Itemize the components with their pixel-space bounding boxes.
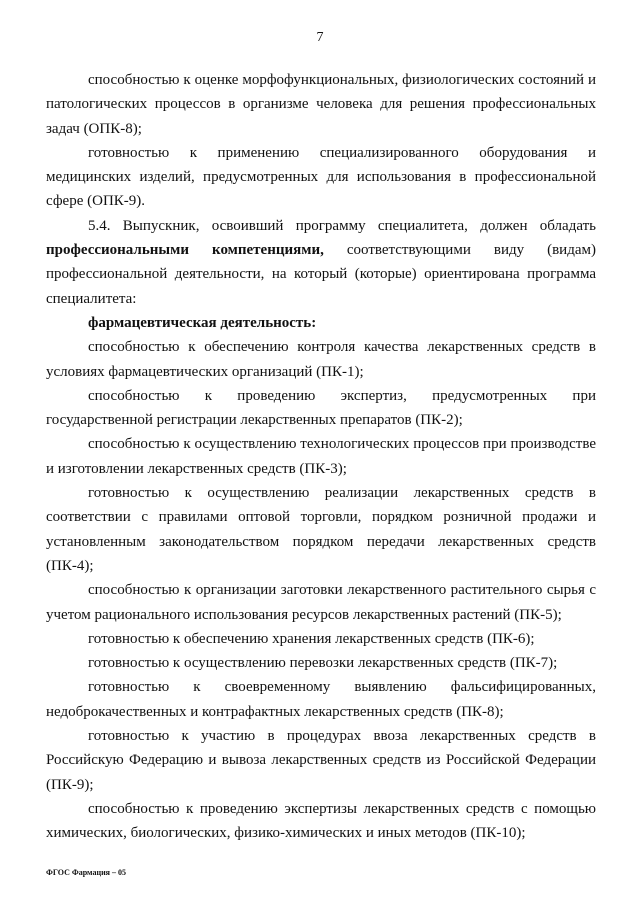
- professional-competencies-term: профессиональными компетенциями,: [46, 242, 324, 259]
- paragraph-pk-10: способностью к проведению экспертизы лекарственных средств с помощью химических, биологических, физико-химических и иных методов (ПК-10);: [46, 800, 596, 842]
- section-heading-pharmaceutical-activity: фармацевтическая деятельность:: [88, 314, 317, 331]
- paragraph-pk-8: готовностью к своевременному выявлению фальсифицированных, недоброкачественных и контрафактных лекарственных средств (ПК-8);: [46, 679, 596, 720]
- footer-document-code: ФГОС Фармация – 05: [46, 868, 126, 877]
- page-number: 7: [316, 30, 324, 45]
- paragraph-pk-1: способностью к обеспечению контроля качества лекарственных средств в условиях фармацевтических организаций (ПК-1);: [46, 339, 596, 380]
- paragraph-pk-7: готовностью к осуществлению перевозки лекарственных средств (ПК-7);: [88, 655, 558, 672]
- paragraph-opk-8: способностью к оценке морфофункциональных, физиологических состояний и патологических процессов в организме человека для решения профессиональных задач (ОПК-8);: [46, 72, 596, 137]
- paragraph-5-4-intro: 5.4. Выпускник, освоивший программу специалитета, должен обладать: [88, 217, 596, 234]
- paragraph-5-4: [46, 214, 596, 311]
- paragraph-pk-2: способностью к проведению экспертиз, предусмотренных при государственной регистрации лекарственных препаратов (ПК-2);: [46, 387, 596, 429]
- document-body: [46, 68, 596, 846]
- paragraph-pk-9: готовностью к участию в процедурах ввоза лекарственных средств в Российскую Федерацию и вывоза лекарственных средств из Российской Федерации (ПК-9);: [46, 728, 596, 793]
- paragraph-opk-9: готовностью к применению специализированного оборудования и медицинских изделий, предусмотренных для использования в профессиональной сфере (ОПК-9).: [46, 144, 596, 210]
- paragraph-pk-4: готовностью к осуществлению реализации лекарственных средств в соответствии с правилами оптовой торговли, порядком розничной продажи и установленным законодательством порядком передачи лекарственных средств (ПК-4);: [46, 485, 596, 574]
- paragraph-pk-5: способностью к организации заготовки лекарственного растительного сырья с учетом рационального использования ресурсов лекарственных растений (ПК-5);: [46, 582, 596, 623]
- paragraph-pk-3: способностью к осуществлению технологических процессов при производстве и изготовлении лекарственных средств (ПК-3);: [46, 436, 596, 477]
- paragraph-pk-6: готовностью к обеспечению хранения лекарственных средств (ПК-6);: [88, 630, 535, 647]
- paragraph-5-4-rest: соответствующими виду (видам) профессиональной деятельности, на который (которые) ориентирована программа специалитета:: [46, 242, 596, 307]
